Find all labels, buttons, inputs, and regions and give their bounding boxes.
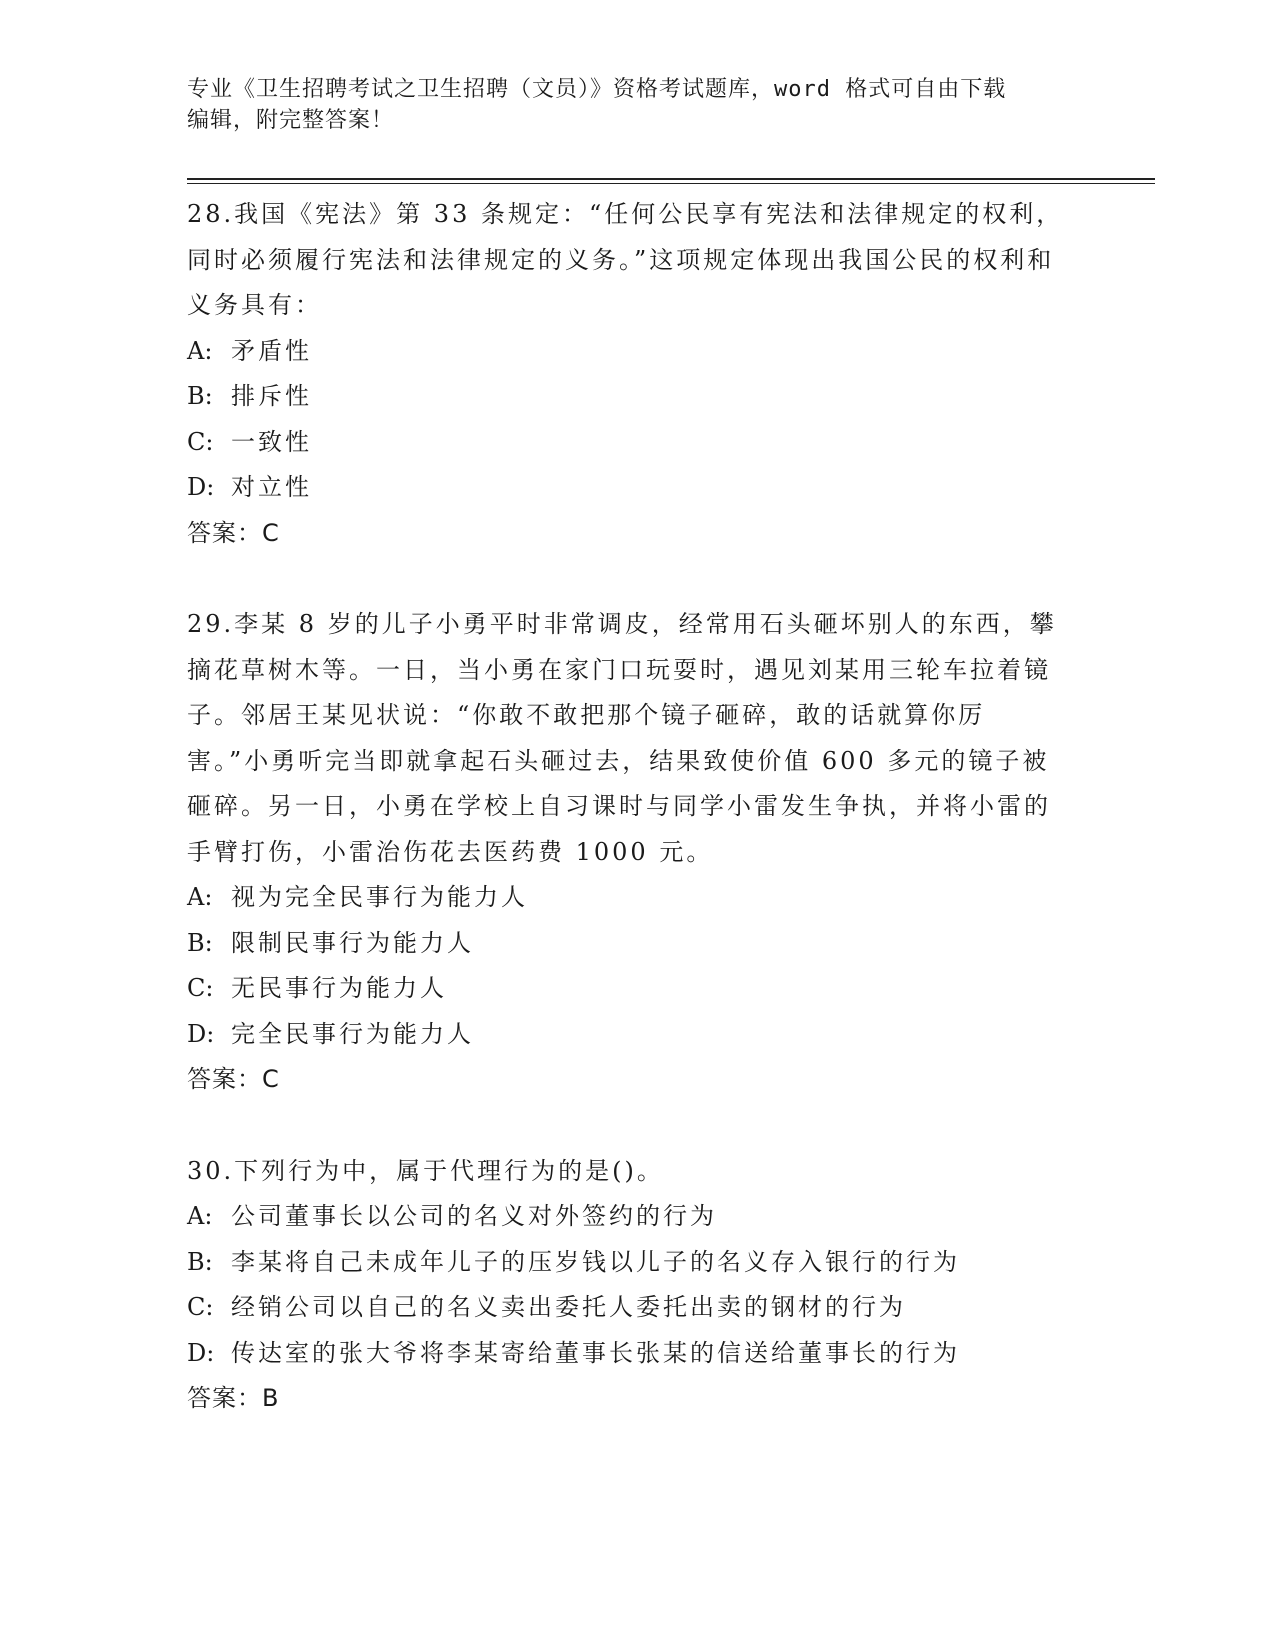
option-text: 公司董事长以公司的名义对外签约的行为 [231,1202,717,1230]
answer-line: 答案：C [187,1065,280,1093]
option-text: 一致性 [231,427,312,456]
option-text: 矛盾性 [231,336,312,365]
option-c [187,1285,1067,1331]
option-a [187,875,1067,921]
option-text: 李某将自己未成年儿子的压岁钱以儿子的名义存入银行的行为 [231,1247,960,1276]
option-c [187,966,1067,1012]
option-text: 视为完全民事行为能力人 [231,883,528,911]
option-text: 排斥性 [231,382,312,410]
option-label: D: [187,1338,215,1367]
question-28 [187,192,1067,556]
header-line-2: 编辑，附完整答案！ [187,108,395,133]
option-d [187,465,1067,511]
answer-line: 答案：B [187,1384,280,1412]
answer-line: 答案：C [187,518,280,547]
option-a [187,1194,1067,1240]
question-30 [187,1149,1067,1422]
header-divider-thick [187,178,1155,180]
option-text: 传达室的张大爷将李某寄给董事长张某的信送给董事长的行为 [231,1338,960,1367]
question-29 [187,602,1067,1103]
option-text: 完全民事行为能力人 [231,1019,474,1048]
option-label: D: [187,473,215,501]
header-line-1: 专业《卫生招聘考试之卫生招聘（文员）》资格考试题库，word 格式可自由下载 [187,77,1007,102]
option-d [187,1331,1067,1377]
option-text: 经销公司以自己的名义卖出委托人委托出卖的钢材的行为 [231,1293,906,1321]
header-divider-thin [187,183,1155,184]
question-stem: 30.下列行为中，属于代理行为的是()。 [187,1156,664,1185]
option-text: 限制民事行为能力人 [231,928,474,957]
question-stem: 29.李某 8 岁的儿子小勇平时非常调皮，经常用石头砸坏别人的东西，攀摘花草树木等。一日，当小勇在家门口玩耍时，遇见刘某用三轮车拉着镜子。邻居王某见状说：“你敢不敢把那个镜子砸碎，敢的话就算你厉害。”小勇听完当即就拿起石头砸过去，结果致使价值 600 多元的镜子被砸碎。另一日，小勇在学校上自习课时与同学小雷发生争执，并将小雷的手臂打伤，小雷治伤花去医药费 1000 元。 [187,610,1057,866]
option-a [187,329,1067,375]
option-c [187,420,1067,466]
option-label: A: [187,1202,213,1230]
option-label: A: [187,883,213,911]
option-label: D: [187,1019,215,1048]
option-label: C: [187,974,214,1002]
document-header [187,74,1087,136]
option-label: A: [187,336,213,365]
option-b [187,921,1067,967]
option-b [187,374,1067,420]
option-label: B: [187,382,213,410]
option-text: 对立性 [231,473,312,501]
option-b [187,1240,1067,1286]
option-label: C: [187,427,214,456]
question-stem: 28.我国《宪法》第 33 条规定：“任何公民享有宪法和法律规定的权利，同时必须履行宪法和法律规定的义务。”这项规定体现出我国公民的权利和义务具有： [187,200,1064,319]
option-d [187,1012,1067,1058]
option-label: B: [187,928,213,957]
option-label: B: [187,1247,213,1276]
option-label: C: [187,1293,214,1321]
option-text: 无民事行为能力人 [231,974,447,1002]
question-list [187,192,1067,1468]
